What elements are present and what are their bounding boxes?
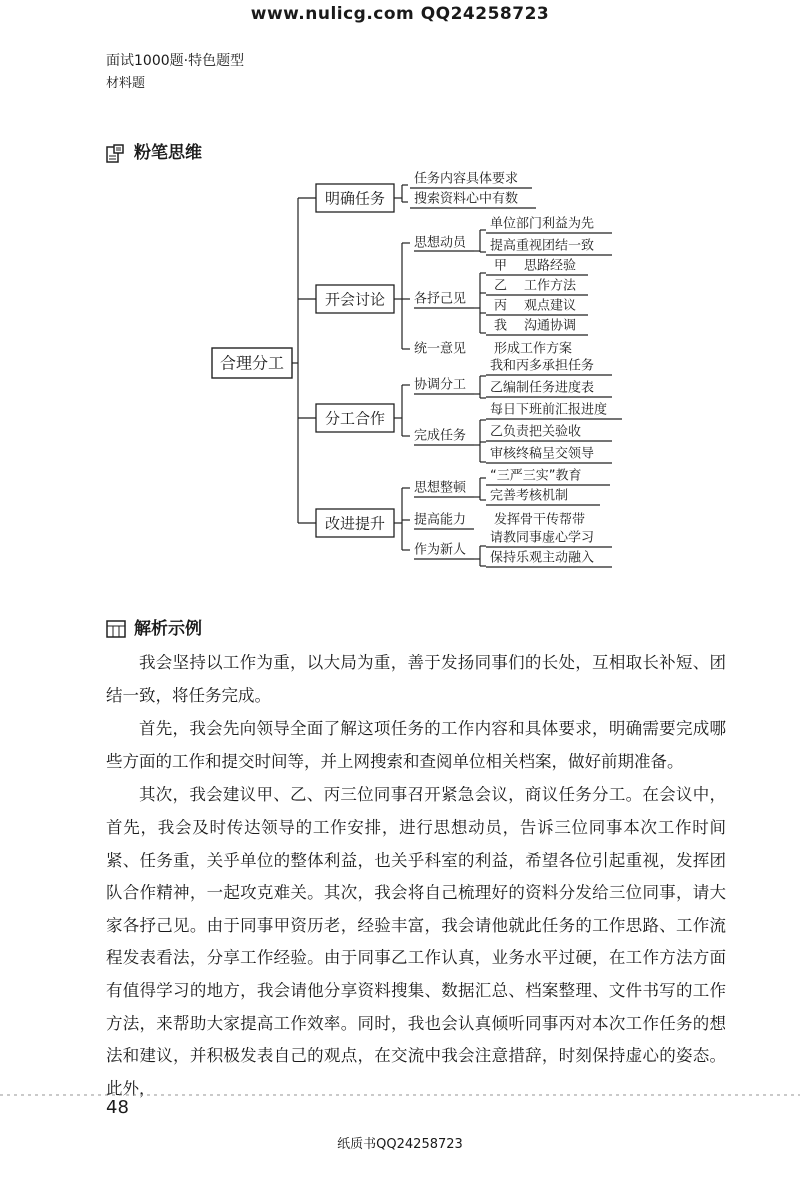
mindmap-leaf: 乙负责把关验收 [490,424,582,440]
site-watermark-header: www.nulicg.com QQ24258723 [250,4,550,24]
mindmap-branch-label: 开会讨论 [324,290,386,309]
mindmap-leaf: 完善考核机制 [490,488,569,504]
mindmap-leaf: 每日下班前汇报进度 [490,402,608,418]
mindmap-leaf: 发挥骨干传帮带 [494,512,586,528]
mindmap-sub-label: 协调分工 [414,377,467,393]
mindmap-leaf: 单位部门利益为先 [490,216,595,232]
page-number: 48 [106,1097,129,1118]
mindmap-sub-label: 统一意见 [414,341,467,357]
analysis-paragraph: 首先，我会先向领导全面了解这项任务的工作内容和具体要求，明确需要完成哪些方面的工作和提交时间等，并上网搜索和查阅单位相关档案，做好前期准备。 [106,719,726,771]
mindmap-person-role: 工作方法 [524,278,577,294]
mindmap-person-role: 思路经验 [524,258,577,274]
mindmap-person: 丙 [494,298,508,314]
mindmap-sub-label: 各抒己见 [414,291,467,307]
analysis-paragraph: 其次，我会建议甲、乙、丙三位同事召开紧急会议，商议任务分工。在会议中，首先，我会及时传达领导的工作安排，进行思想动员，告诉三位同事本次工作时间紧、任务重，关乎单位的整体利益，也关乎科室的利益，希望各位引起重视，发挥团队合作精神，一起攻克难关。其次，我会将自己梳理好的资料分发给三位同事，请大家各抒己见。由于同事甲资历老，经验丰富，我会请他就此任务的工作思路、工作流程发表看法，分享工作经验。由于同事乙工作认真，业务水平过硬，在工作方法方面有值得学习的地方，我会请他分享资料搜集、数据汇总、档案整理、文件书写的工作方法，来帮助大家提高工作效率。同时，我也会认真倾听同事丙对本次工作任务的想法和建议，并积极发表自己的观点，在交流中我会注意措辞，时刻保持虚心的姿态。此外， [106,785,726,1098]
mindmap-person-role: 沟通协调 [524,318,577,334]
mindmap-leaf: 保持乐观主动融入 [490,550,595,566]
mindmap-leaf: 任务内容具体要求 [414,171,519,187]
sample-icon [106,620,124,638]
mindmap-branch-label: 明确任务 [324,189,386,208]
mindmap-person: 甲 [494,258,508,274]
mindmap-branch-label: 改进提升 [324,514,386,533]
analysis-body [106,647,726,1106]
mindmap-leaf: 乙编制任务进度表 [490,380,595,396]
mindmap-leaf: 形成工作方案 [494,341,573,357]
mindmap-leaf: 提高重视团结一致 [490,238,595,254]
mindmap-branch-label: 分工合作 [324,409,386,428]
mindmap-heading: 粉笔思维 [134,143,202,163]
mindmap-leaf: 我和丙多承担任务 [490,358,595,374]
mindmap-leaf: “三严三实”教育 [490,468,582,484]
mindmap-sub-label: 提高能力 [414,512,467,528]
scan-artifact-line [0,1094,800,1096]
book-title: 面试1000题·特色题型 [106,53,245,69]
mindmap-sub-label: 思想动员 [414,235,467,251]
analysis-heading: 解析示例 [134,619,202,639]
mindmap-sub-label: 作为新人 [414,542,467,558]
section-name: 材料题 [106,76,146,91]
analysis-heading-row [106,614,202,639]
mindmap-sub-label: 思想整顿 [414,480,467,496]
mindmap-leaf: 搜索资料心中有数 [414,191,519,207]
mindmap-leaf: 请教同事虚心学习 [490,530,595,546]
mindmap-sub-label: 完成任务 [414,428,467,444]
mindmap-leaf: 审核终稿呈交领导 [490,446,595,462]
mindmap-person: 我 [494,318,508,334]
footer-watermark: 纸质书QQ24258723 [337,1137,463,1152]
analysis-paragraph: 我会坚持以工作为重，以大局为重，善于发扬同事们的长处，互相取长补短、团结一致，将任务完成。 [106,653,726,705]
mindmap-person-role: 观点建议 [524,298,577,314]
mindmap-person: 乙 [494,278,508,294]
mindmap-root-label: 合理分工 [219,353,285,373]
